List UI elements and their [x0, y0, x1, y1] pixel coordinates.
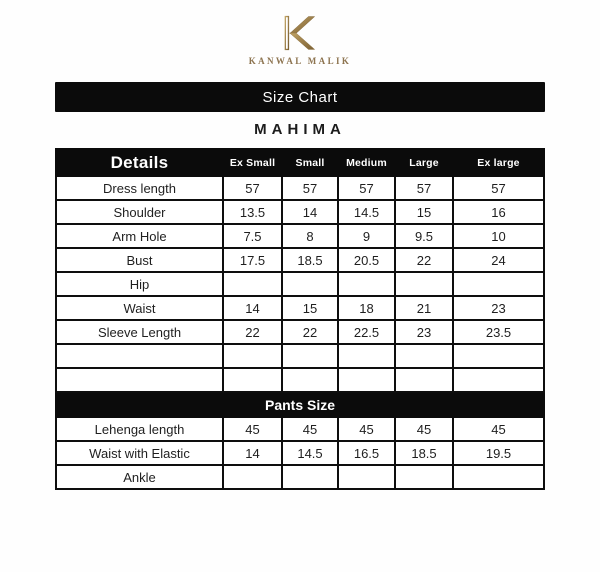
- value-cell: 57: [453, 176, 544, 200]
- value-cell: [223, 272, 282, 296]
- size-chart-banner: [55, 82, 545, 112]
- value-cell: 22: [395, 248, 453, 272]
- value-cell: 57: [223, 176, 282, 200]
- value-cell: 45: [223, 417, 282, 441]
- row-label: Ankle: [56, 465, 223, 489]
- value-cell: [282, 368, 338, 392]
- header-size-ex-small: Ex Small: [223, 149, 282, 176]
- value-cell: 9: [338, 224, 395, 248]
- table-row: [56, 272, 544, 296]
- value-cell: 57: [282, 176, 338, 200]
- value-cell: [453, 368, 544, 392]
- header-size-small: Small: [282, 149, 338, 176]
- value-cell: 18: [338, 296, 395, 320]
- table-row: [56, 441, 544, 465]
- value-cell: [282, 344, 338, 368]
- table-row: [56, 296, 544, 320]
- table-row: [56, 368, 544, 392]
- table-row: [56, 465, 544, 489]
- value-cell: [282, 465, 338, 489]
- value-cell: 57: [338, 176, 395, 200]
- value-cell: 22: [282, 320, 338, 344]
- row-label: Shoulder: [56, 200, 223, 224]
- value-cell: [395, 465, 453, 489]
- table-row: [56, 248, 544, 272]
- product-name: MAHIMA: [254, 121, 346, 138]
- row-label: Arm Hole: [56, 224, 223, 248]
- value-cell: 23: [395, 320, 453, 344]
- value-cell: [338, 368, 395, 392]
- value-cell: 16: [453, 200, 544, 224]
- value-cell: [282, 272, 338, 296]
- header-details: Details: [56, 149, 223, 176]
- value-cell: 22.5: [338, 320, 395, 344]
- value-cell: [223, 344, 282, 368]
- value-cell: 45: [338, 417, 395, 441]
- value-cell: 14: [223, 296, 282, 320]
- value-cell: 21: [395, 296, 453, 320]
- size-table: [55, 148, 545, 490]
- value-cell: [395, 272, 453, 296]
- value-cell: 15: [395, 200, 453, 224]
- header-row: [56, 149, 544, 176]
- pants-size-section-row: [56, 392, 544, 417]
- value-cell: [223, 465, 282, 489]
- value-cell: 14: [223, 441, 282, 465]
- header-size-ex-large: Ex large: [453, 149, 544, 176]
- row-label: Dress length: [56, 176, 223, 200]
- value-cell: 45: [395, 417, 453, 441]
- value-cell: 45: [453, 417, 544, 441]
- value-cell: 16.5: [338, 441, 395, 465]
- row-label: Hip: [56, 272, 223, 296]
- value-cell: 18.5: [395, 441, 453, 465]
- value-cell: 14.5: [338, 200, 395, 224]
- value-cell: [338, 465, 395, 489]
- row-label: Waist: [56, 296, 223, 320]
- row-label: [56, 344, 223, 368]
- table-row: [56, 200, 544, 224]
- row-label: Waist with Elastic: [56, 441, 223, 465]
- pants-size-section-label: Pants Size: [56, 392, 544, 417]
- value-cell: 19.5: [453, 441, 544, 465]
- brand-monogram-icon: [284, 14, 316, 52]
- brand-logo: [0, 0, 600, 66]
- table-row: [56, 417, 544, 441]
- table-row: [56, 344, 544, 368]
- header-size-medium: Medium: [338, 149, 395, 176]
- value-cell: 24: [453, 248, 544, 272]
- value-cell: 15: [282, 296, 338, 320]
- value-cell: 22: [223, 320, 282, 344]
- table-row: [56, 176, 544, 200]
- value-cell: 57: [395, 176, 453, 200]
- row-label: Sleeve Length: [56, 320, 223, 344]
- value-cell: 13.5: [223, 200, 282, 224]
- value-cell: 18.5: [282, 248, 338, 272]
- value-cell: 10: [453, 224, 544, 248]
- row-label: [56, 368, 223, 392]
- value-cell: [338, 272, 395, 296]
- value-cell: 23: [453, 296, 544, 320]
- value-cell: 14: [282, 200, 338, 224]
- row-label: Bust: [56, 248, 223, 272]
- table-row: [56, 320, 544, 344]
- value-cell: 45: [282, 417, 338, 441]
- value-cell: [338, 344, 395, 368]
- brand-name: KANWAL MALIK: [248, 56, 352, 66]
- value-cell: [395, 344, 453, 368]
- value-cell: 14.5: [282, 441, 338, 465]
- value-cell: 8: [282, 224, 338, 248]
- value-cell: 23.5: [453, 320, 544, 344]
- value-cell: [223, 368, 282, 392]
- value-cell: [453, 465, 544, 489]
- value-cell: [395, 368, 453, 392]
- value-cell: 17.5: [223, 248, 282, 272]
- table-row: [56, 224, 544, 248]
- value-cell: [453, 344, 544, 368]
- value-cell: 20.5: [338, 248, 395, 272]
- value-cell: 7.5: [223, 224, 282, 248]
- value-cell: [453, 272, 544, 296]
- banner-title: Size Chart: [262, 88, 338, 106]
- row-label: Lehenga length: [56, 417, 223, 441]
- header-size-large: Large: [395, 149, 453, 176]
- value-cell: 9.5: [395, 224, 453, 248]
